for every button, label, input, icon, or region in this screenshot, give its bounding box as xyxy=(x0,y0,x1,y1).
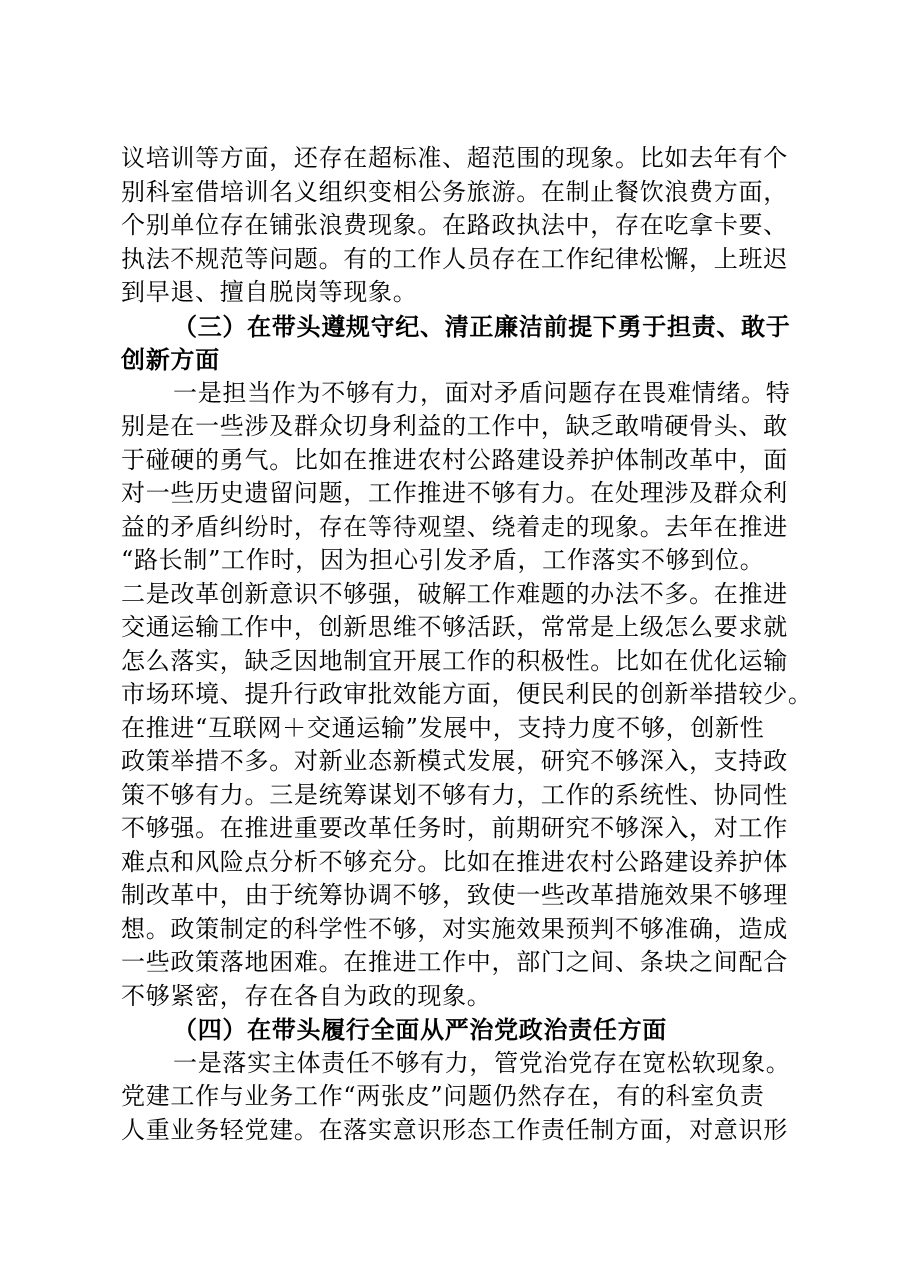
paragraph-line: 党建工作与业务工作“两张皮”问题仍然存在，有的科室负责 xyxy=(121,1082,765,1110)
section-heading-line: （四）在带头履行全面从严治党政治责任方面 xyxy=(173,1015,667,1044)
paragraph-line: 制改革中，由于统筹协调不够，致使一些改革措施效果不够理 xyxy=(121,881,788,909)
paragraph-line: 市场环境、提升行政审批效能方面，便民利民的创新举措较少。 xyxy=(121,680,813,708)
paragraph-line: 交通运输工作中，创新思维不够活跃，常常是上级怎么要求就 xyxy=(121,613,788,641)
paragraph-line: 一是落实主体责任不够有力，管党治党存在宽松软现象。 xyxy=(173,1048,791,1077)
section-heading-line: （三）在带头遵规守纪、清正廉洁前提下勇于担责、敢于 xyxy=(173,311,791,341)
paragraph-line: 别是在一些涉及群众切身利益的工作中，缺乏敢啃硬骨头、敢 xyxy=(121,412,788,440)
paragraph-line: 想。政策制定的科学性不够，对实施效果预判不够准确，造成 xyxy=(121,914,788,943)
paragraph-line: 在推进“互联网＋交通运输”发展中，支持力度不够，创新性 xyxy=(121,713,765,742)
paragraph-line: 对一些历史遗留问题，工作推进不够有力。在处理涉及群众利 xyxy=(121,479,788,507)
paragraph-line: 策不够有力。三是统筹谋划不够有力，工作的系统性、协同性 xyxy=(121,780,788,809)
paragraph-line: 一是担当作为不够有力，面对矛盾问题存在畏难情绪。特 xyxy=(173,378,791,407)
paragraph-line: 人重业务轻党建。在落实意识形态工作责任制方面，对意识形 xyxy=(121,1115,788,1144)
paragraph-line: 议培训等方面，还存在超标准、超范围的现象。比如去年有个 xyxy=(121,144,788,172)
paragraph-line: 不够紧密，存在各自为政的现象。 xyxy=(121,981,492,1010)
paragraph-line: 益的矛盾纠纷时，存在等待观望、绕着走的现象。去年在推进 xyxy=(121,512,788,541)
document-body xyxy=(121,142,821,1147)
paragraph-line: 一些政策落地困难。在推进工作中，部门之间、条块之间配合 xyxy=(121,948,788,976)
paragraph-line: 政策举措不多。对新业态新模式发展，研究不够深入，支持政 xyxy=(121,747,788,775)
paragraph-line: 二是改革创新意识不够强，破解工作难题的办法不多。在推进 xyxy=(121,579,788,608)
paragraph-line: 怎么落实，缺乏因地制宜开展工作的积极性。比如在优化运输 xyxy=(121,646,788,675)
paragraph-line: 执法不规范等问题。有的工作人员存在工作纪律松懈，上班迟 xyxy=(121,244,788,273)
paragraph-line: 难点和风险点分析不够充分。比如在推进农村公路建设养护体 xyxy=(121,847,788,876)
paragraph-line: “路长制”工作时，因为担心引发矛盾，工作落实不够到位。 xyxy=(121,546,765,574)
paragraph-line: 别科室借培训名义组织变相公务旅游。在制止餐饮浪费方面， xyxy=(121,177,788,206)
section-heading-line: 创新方面 xyxy=(121,345,220,374)
paragraph-line: 于碰硬的勇气。比如在推进农村公路建设养护体制改革中，面 xyxy=(121,445,788,474)
paragraph-line: 个别单位存在铺张浪费现象。在路政执法中，存在吃拿卡要、 xyxy=(121,211,788,239)
paragraph-line: 不够强。在推进重要改革任务时，前期研究不够深入，对工作 xyxy=(121,814,788,842)
paragraph-line: 到早退、擅自脱岗等现象。 xyxy=(121,278,418,306)
